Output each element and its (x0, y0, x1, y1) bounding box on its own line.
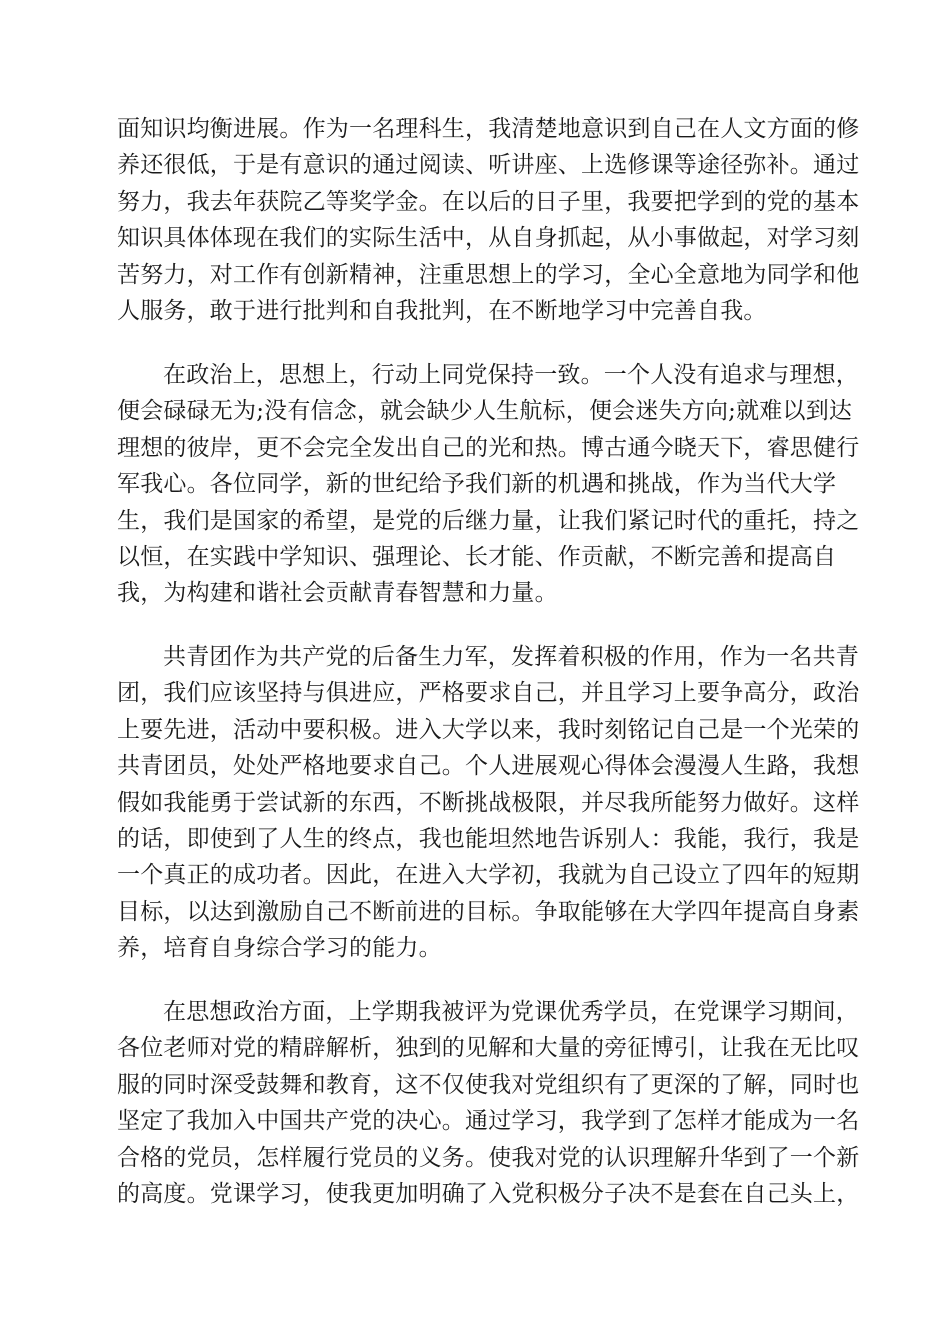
text-line: 的话，即使到了人生的终点，我也能坦然地告诉别人：我能，我行，我是 (117, 825, 860, 852)
text-line: 人服务，敢于进行批判和自我批判，在不断地学习中完善自我。 (117, 297, 767, 324)
text-line: 军我心。各位同学，新的世纪给予我们新的机遇和挑战，作为当代大学 (117, 471, 837, 498)
paragraph-3 (117, 639, 860, 967)
text-line: 合格的党员，怎样履行党员的义务。使我对党的认识理解升华到了一个新 (117, 1144, 860, 1171)
text-line: 努力，我去年获院乙等奖学金。在以后的日子里，我要把学到的党的基本 (117, 188, 860, 215)
text-line: 上要先进，活动中要积极。进入大学以来，我时刻铭记自己是一个光荣的 (117, 716, 860, 743)
text-line: 假如我能勇于尝试新的东西，不断挑战极限，并尽我所能努力做好。这样 (117, 789, 860, 816)
text-line: 在政治上，思想上，行动上同党保持一致。一个人没有追求与理想， (163, 362, 859, 388)
text-line: 一个真正的成功者。因此，在进入大学初，我就为自己设立了四年的短期 (117, 862, 860, 889)
text-line: 共青团员，处处严格地要求自己。个人进展观心得体会漫漫人生路，我想 (117, 753, 860, 780)
text-line: 养，培育自身综合学习的能力。 (117, 935, 442, 962)
text-line: 苦努力，对工作有创新精神，注重思想上的学习，全心全意地为同学和他 (117, 261, 860, 288)
text-line: 知识具体体现在我们的实际生活中，从自身抓起，从小事做起，对学习刻 (117, 225, 860, 252)
text-line: 团，我们应该坚持与俱进应，严格要求自己，并且学习上要争高分，政治 (117, 680, 860, 707)
text-line: 服的同时深受鼓舞和教育，这不仅使我对党组织有了更深的了解，同时也 (117, 1071, 860, 1098)
text-line: 我，为构建和谐社会贡献青春智慧和力量。 (117, 580, 558, 607)
text-line: 以恒，在实践中学知识、强理论、长才能、作贡献，不断完善和提高自 (117, 543, 837, 570)
text-line: 面知识均衡进展。作为一名理科生，我清楚地意识到自己在人文方面的修 (117, 116, 860, 142)
text-line: 各位老师对党的精辟解析，独到的见解和大量的旁征博引，让我在无比叹 (117, 1035, 860, 1062)
text-line: 坚定了我加入中国共产党的决心。通过学习，我学到了怎样才能成为一名 (117, 1108, 860, 1135)
paragraph-1 (117, 111, 860, 329)
text-line: 在思想政治方面，上学期我被评为党课优秀学员，在党课学习期间， (163, 999, 859, 1025)
text-line: 养还很低，于是有意识的通过阅读、听讲座、上选修课等途径弥补。通过 (117, 152, 860, 179)
text-line: 共青团作为共产党的后备生力军，发挥着积极的作用，作为一名共青 (163, 644, 859, 670)
text-line: 生，我们是国家的希望，是党的后继力量，让我们紧记时代的重托，持之 (117, 507, 860, 534)
paragraph-2 (117, 357, 860, 612)
text-line: 目标，以达到激励自己不断前进的目标。争取能够在大学四年提高自身素 (117, 898, 860, 925)
text-line: 理想的彼岸，更不会完全发出自己的光和热。博古通今晓天下，睿思健行 (117, 434, 860, 461)
text-line: 便会碌碌无为;没有信念，就会缺少人生航标，便会迷失方向;就难以到达 (117, 398, 853, 425)
paragraph-4 (117, 994, 860, 1212)
text-line: 的高度。党课学习，使我更加明确了入党积极分子决不是套在自己头上， (117, 1180, 860, 1207)
